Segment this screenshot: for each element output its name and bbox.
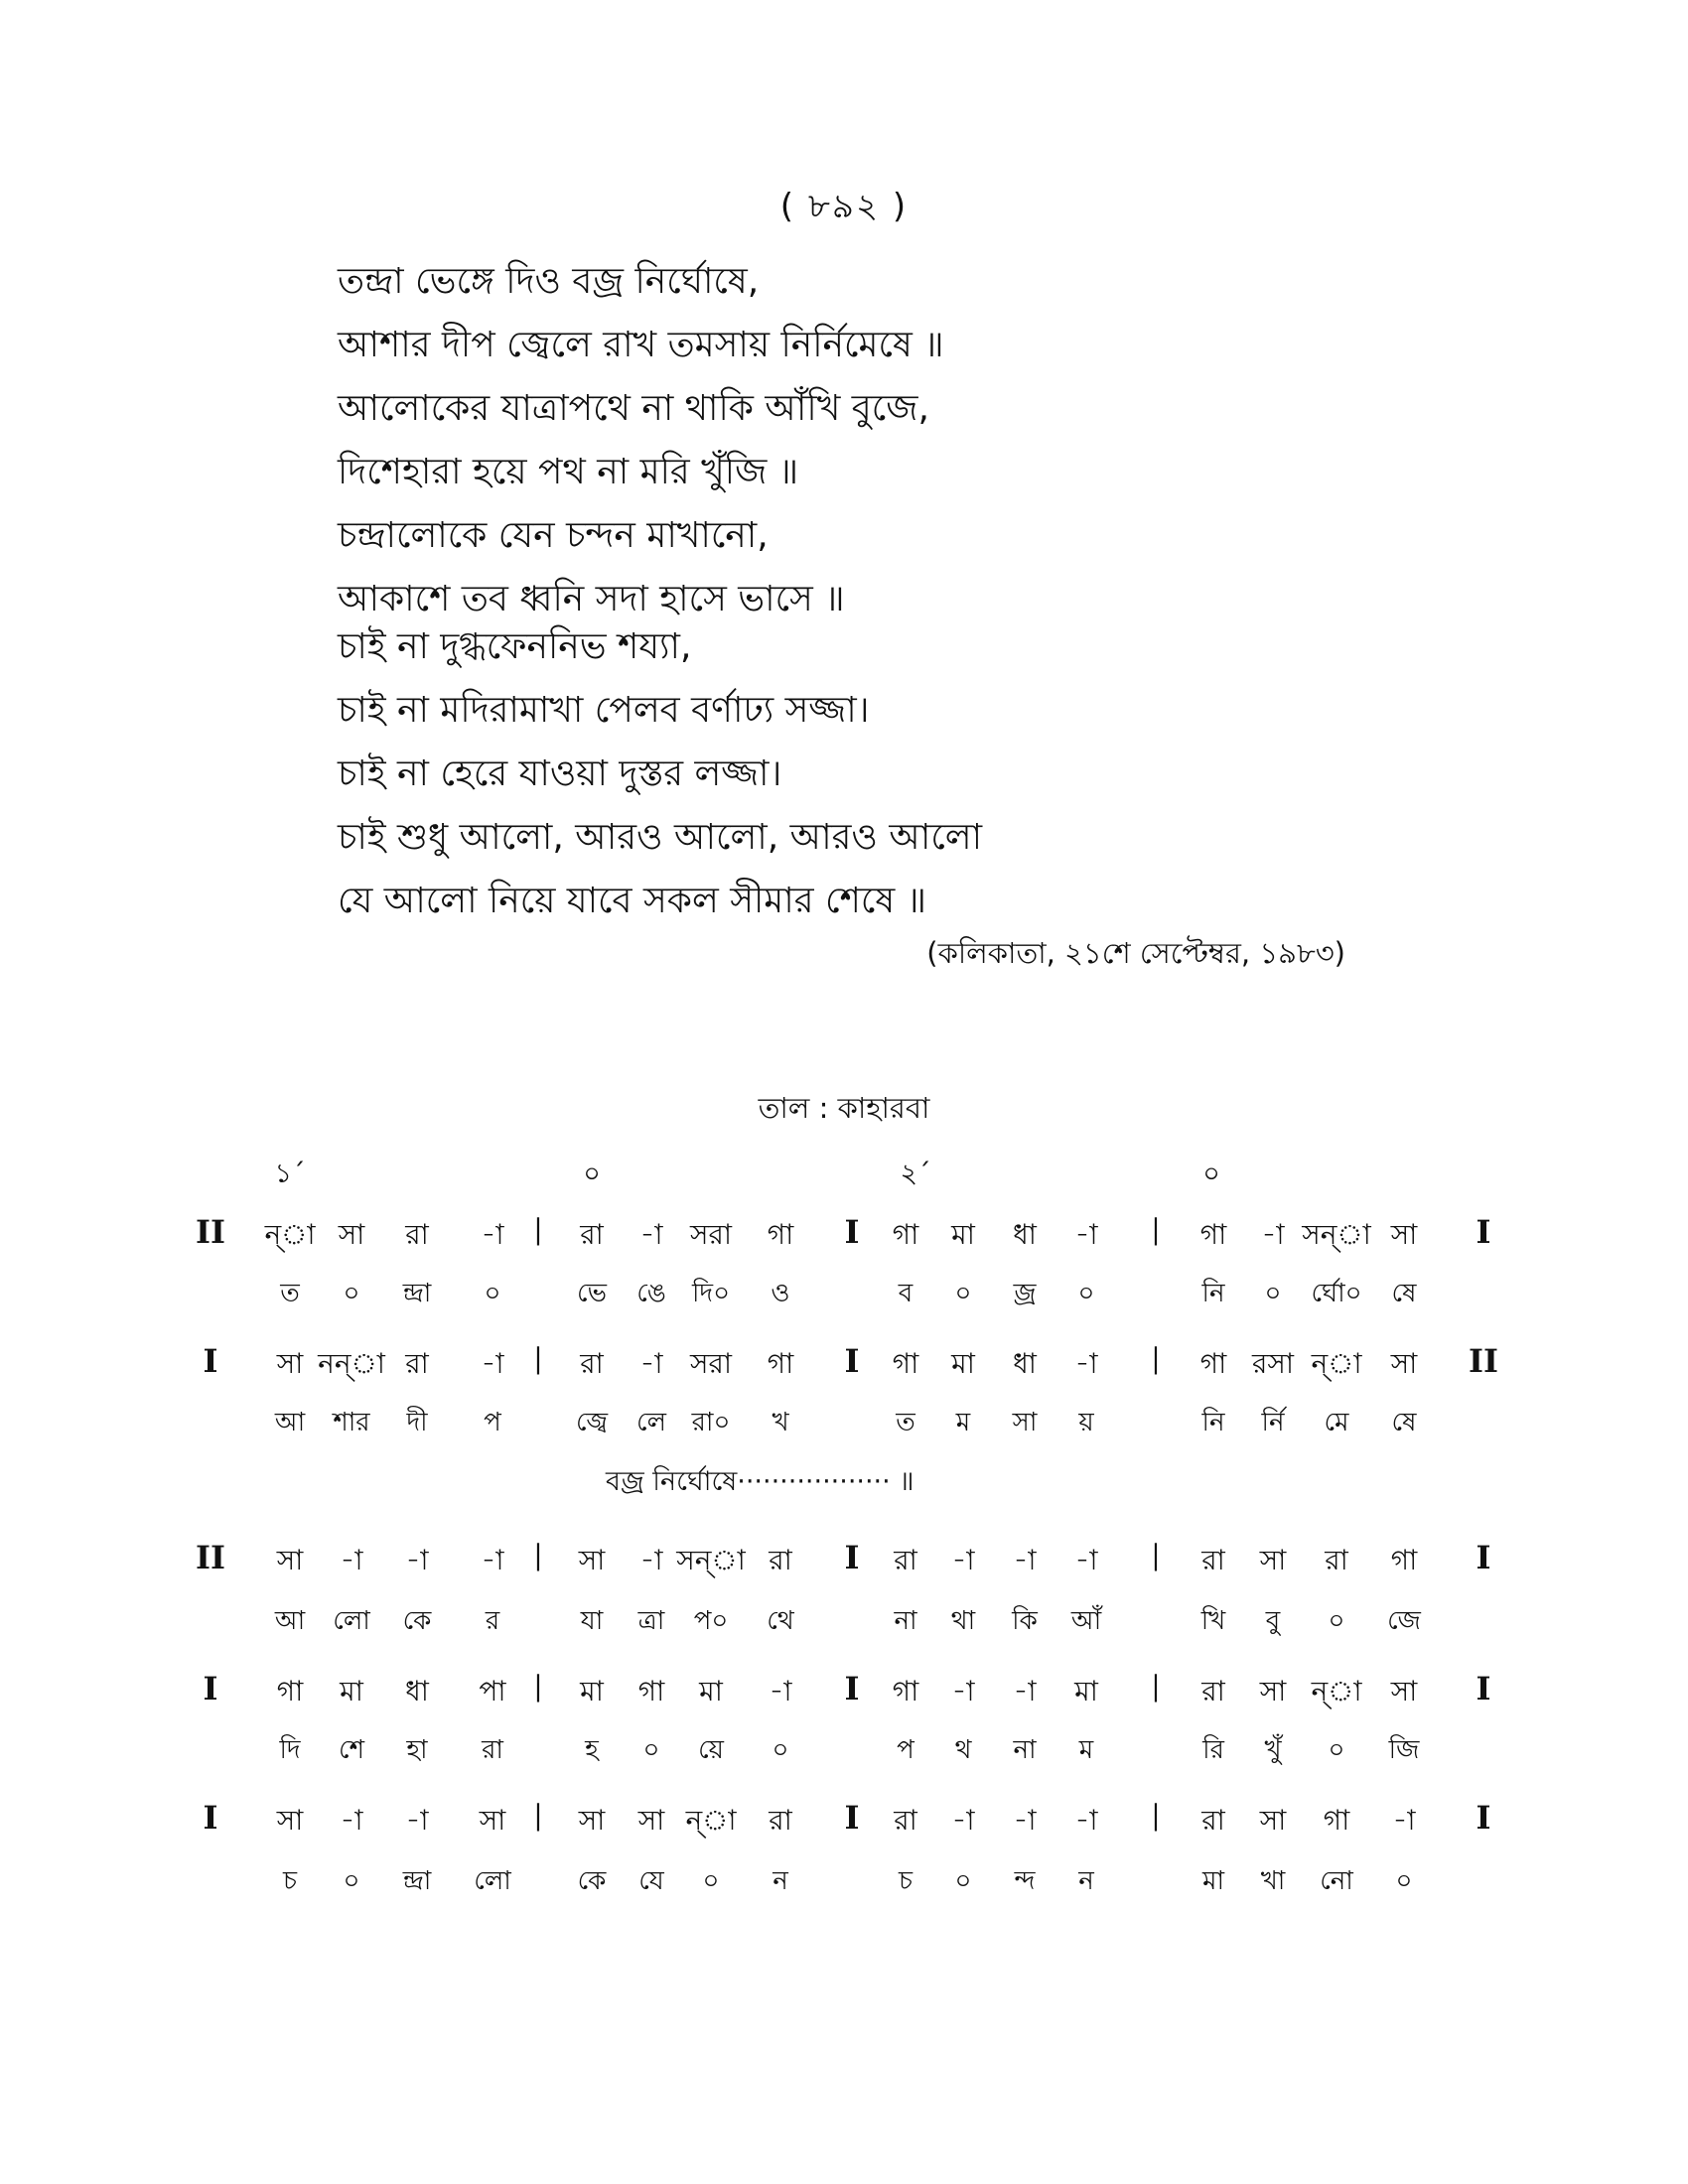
syllable: ০ [1328, 1735, 1345, 1765]
note: সা [276, 1804, 304, 1837]
bar-line-open: I [203, 1342, 218, 1380]
syllable: চ [282, 1866, 298, 1896]
syllable: নি [1201, 1279, 1225, 1308]
note: সা [1259, 1804, 1287, 1837]
lyric-line: চাই না দুগ্ধফেননিভ শয্যা, [338, 626, 692, 667]
syllable: প [897, 1735, 914, 1765]
beat-divider: I [844, 1799, 860, 1837]
beat-divider: | [1151, 1670, 1161, 1703]
syllable: দী [406, 1408, 428, 1437]
syllable: রা [482, 1735, 503, 1765]
syllable: ০ [954, 1279, 972, 1308]
note: সা [1390, 1675, 1418, 1707]
syllable: ০ [954, 1866, 972, 1896]
bar-line-open: II [196, 1539, 225, 1576]
note: গা [892, 1675, 919, 1707]
syllable: ০ [343, 1866, 360, 1896]
note: গা [276, 1675, 304, 1707]
beat-divider: | [533, 1799, 543, 1832]
note: গা [892, 1347, 919, 1380]
syllable: না [894, 1606, 917, 1636]
note: সা [479, 1804, 506, 1837]
note: ধা [405, 1675, 429, 1707]
syllable: খা [1260, 1866, 1286, 1896]
note: রা [580, 1347, 604, 1380]
beat-divider: I [844, 1213, 860, 1251]
note: -া [1013, 1804, 1037, 1837]
note: -া [769, 1675, 792, 1707]
notation-lyric-row [0, 1600, 1688, 1646]
lyric-line: দিশেহারা হয়ে পথ না মরি খুঁজি ॥ [338, 452, 799, 492]
syllable: ন [773, 1866, 788, 1896]
syllable: থ [954, 1735, 972, 1765]
syllable: আঁ [1070, 1606, 1102, 1636]
syllable: লো [333, 1606, 370, 1636]
syllable: ন্দ্রা [402, 1279, 432, 1308]
notation-row [0, 1670, 1688, 1715]
syllable: মা [1202, 1866, 1224, 1896]
note: সরা [689, 1347, 733, 1380]
syllable: ত [280, 1279, 300, 1308]
syllable: ০ [772, 1735, 789, 1765]
syllable: না [1013, 1735, 1037, 1765]
note: -া [1392, 1804, 1416, 1837]
syllable: ভে [577, 1279, 607, 1308]
note: গা [1390, 1544, 1418, 1576]
notation-lyric-row [0, 1402, 1688, 1447]
tala-marker: ১´ [274, 1159, 306, 1189]
note: ন্‌া [685, 1804, 737, 1837]
note: -া [340, 1544, 363, 1576]
note: -া [1074, 1218, 1098, 1251]
syllable: লে [636, 1408, 666, 1437]
bar-line-close: II [1469, 1342, 1498, 1380]
syllable: নি [1201, 1408, 1225, 1437]
note: সা [276, 1347, 304, 1380]
note: -া [639, 1347, 663, 1380]
note: -া [340, 1804, 363, 1837]
beat-divider: | [1151, 1342, 1161, 1375]
syllable: হ [585, 1735, 599, 1765]
note: -া [481, 1544, 504, 1576]
note: সন্‌া [1302, 1218, 1371, 1251]
page-number: ( ৮৯২ ) [779, 187, 909, 226]
note: -া [1074, 1804, 1098, 1837]
notation-row [0, 1213, 1688, 1259]
syllable: প০ [693, 1606, 729, 1636]
composition-date: (কলিকাতা, ২১শে সেপ্টেম্বর, ১৯৮৩) [926, 936, 1345, 970]
lyric-line: চাই না মদিরামাখা পেলব বর্ণাঢ্য সজ্জা। [338, 690, 870, 731]
lyrics-stanza-1 [338, 250, 1430, 631]
lyric-line: আশার দীপ জ্বেলে রাখ তমসায় নির্নিমেষে ॥ [338, 325, 944, 365]
note: রা [405, 1347, 429, 1380]
note: ন্‌া [264, 1218, 316, 1251]
note: গা [892, 1218, 919, 1251]
syllable: জ্বে [575, 1408, 609, 1437]
syllable: আ [274, 1408, 306, 1437]
syllable: কে [402, 1606, 432, 1636]
tala-marker: ০ [583, 1159, 601, 1189]
syllable: হা [406, 1735, 428, 1765]
syllable: জি [1388, 1735, 1420, 1765]
lyrics-stanza-2 [338, 615, 1430, 933]
syllable: চ [898, 1866, 914, 1896]
syllable: শে [339, 1735, 364, 1765]
beat-divider: I [844, 1539, 860, 1576]
note: সন্‌া [676, 1544, 746, 1576]
syllable: রি [1202, 1735, 1224, 1765]
syllable: ষে [1391, 1408, 1417, 1437]
syllable: সা [1012, 1408, 1038, 1437]
note: ধা [1013, 1218, 1037, 1251]
bar-line-close: I [1476, 1799, 1491, 1837]
note: রা [580, 1218, 604, 1251]
note: -া [405, 1804, 429, 1837]
note: রা [1201, 1544, 1225, 1576]
tala-heading: তাল : কাহারবা [758, 1091, 930, 1125]
lyric-line: চন্দ্রালোকে যেন চন্দন মাখানো, [338, 515, 769, 556]
note: -া [639, 1218, 663, 1251]
syllable: ঙে [636, 1279, 666, 1308]
syllable: র্নি [1261, 1408, 1285, 1437]
notation-lyric-row [0, 1273, 1688, 1318]
note: -া [951, 1804, 975, 1837]
note: -া [1013, 1544, 1037, 1576]
syllable: ন্দ্রা [402, 1866, 432, 1896]
syllable: খ [772, 1408, 789, 1437]
syllable: য় [1078, 1408, 1094, 1437]
note: রসা [1251, 1347, 1295, 1380]
syllable: আ [274, 1606, 306, 1636]
notation-row [0, 1342, 1688, 1388]
tala-marker: ২´ [900, 1159, 931, 1189]
lyric-line: তন্দ্রা ভেঙ্গে দিও বজ্র নির্ঘোষে, [338, 261, 760, 302]
note: -া [639, 1544, 663, 1576]
note: -া [1074, 1347, 1098, 1380]
syllable: নো [1320, 1866, 1353, 1896]
note: -া [405, 1544, 429, 1576]
syllable: কে [577, 1866, 607, 1896]
syllable: ০ [702, 1866, 720, 1896]
syllable: র্ঘো০ [1311, 1279, 1362, 1308]
note: রা [769, 1544, 792, 1576]
syllable: ম [1078, 1735, 1094, 1765]
notation-lyric-row [0, 1860, 1688, 1906]
beat-divider: | [533, 1342, 543, 1375]
syllable: শার [333, 1408, 370, 1437]
note: গা [767, 1347, 794, 1380]
note: ধা [1013, 1347, 1037, 1380]
note: গা [1199, 1347, 1227, 1380]
bar-line-close: I [1476, 1539, 1491, 1576]
note: সা [578, 1544, 606, 1576]
note: সা [578, 1804, 606, 1837]
syllable: যা [580, 1606, 604, 1636]
syllable: জে [1387, 1606, 1421, 1636]
note: রা [1325, 1544, 1348, 1576]
bar-line-open: I [203, 1799, 218, 1837]
note: মা [1074, 1675, 1098, 1707]
syllable: লো [474, 1866, 511, 1896]
syllable: জ্র [1013, 1279, 1037, 1308]
note: পা [479, 1675, 506, 1707]
beat-divider: | [533, 1539, 543, 1571]
beat-divider: | [1151, 1213, 1161, 1246]
note: রা [894, 1544, 917, 1576]
note: গা [637, 1675, 665, 1707]
note: মা [580, 1675, 604, 1707]
repeat-annotation: বজ্র নির্ঘোষে·················· ॥ [606, 1466, 914, 1497]
beat-divider: | [1151, 1539, 1161, 1571]
syllable: প [484, 1408, 501, 1437]
syllable: খুঁ [1264, 1735, 1282, 1765]
tala-marker: ০ [1202, 1159, 1220, 1189]
note: মা [951, 1347, 975, 1380]
notation-row [0, 1799, 1688, 1844]
syllable: ব [898, 1279, 914, 1308]
syllable: ন [1078, 1866, 1094, 1896]
note: সরা [689, 1218, 733, 1251]
note: রা [1201, 1675, 1225, 1707]
syllable: কি [1012, 1606, 1038, 1636]
note: সা [1259, 1675, 1287, 1707]
syllable: ষে [1391, 1279, 1417, 1308]
note: রা [1201, 1804, 1225, 1837]
syllable: ০ [1264, 1279, 1282, 1308]
note: গা [1323, 1804, 1350, 1837]
syllable: ০ [1328, 1606, 1345, 1636]
beat-divider: I [844, 1342, 860, 1380]
note: রা [769, 1804, 792, 1837]
note: রা [894, 1804, 917, 1837]
bar-line-open: II [196, 1213, 225, 1251]
syllable: ০ [1395, 1866, 1413, 1896]
syllable: য়ে [698, 1735, 724, 1765]
syllable: ম [955, 1408, 971, 1437]
lyric-line: আকাশে তব ধ্বনি সদা হাসে ভাসে ॥ [338, 579, 845, 619]
note: -া [481, 1218, 504, 1251]
note: -া [951, 1675, 975, 1707]
note: গা [767, 1218, 794, 1251]
note: গা [1199, 1218, 1227, 1251]
lyric-line: যে আলো নিয়ে যাবে সকল সীমার শেষে ॥ [338, 881, 926, 921]
note: -া [481, 1347, 504, 1380]
note: -া [1074, 1544, 1098, 1576]
note: -া [1261, 1218, 1285, 1251]
note: সা [1390, 1347, 1418, 1380]
syllable: মে [1324, 1408, 1349, 1437]
beat-divider: | [1151, 1799, 1161, 1832]
note: -া [951, 1544, 975, 1576]
note: সা [1390, 1218, 1418, 1251]
note: মা [340, 1675, 363, 1707]
note: মা [951, 1218, 975, 1251]
beat-divider: | [533, 1670, 543, 1703]
syllable: ন্দ [1014, 1866, 1036, 1896]
syllable: র [485, 1606, 500, 1636]
note: -া [1013, 1675, 1037, 1707]
syllable: ০ [1077, 1279, 1095, 1308]
syllable: খি [1200, 1606, 1226, 1636]
syllable: থা [950, 1606, 976, 1636]
note: সা [1259, 1544, 1287, 1576]
syllable: দি [279, 1735, 301, 1765]
lyric-line: চাই শুধু আলো, আরও আলো, আরও আলো [338, 817, 983, 858]
beat-divider: I [844, 1670, 860, 1707]
note: সা [276, 1544, 304, 1576]
note: সা [637, 1804, 665, 1837]
note: ন্‌া [1311, 1675, 1362, 1707]
syllable: দি০ [691, 1279, 731, 1308]
bar-line-close: I [1476, 1670, 1491, 1707]
lyric-line: আলোকের যাত্রাপথে না থাকি আঁখি বুজে, [338, 388, 929, 429]
syllable: ০ [343, 1279, 360, 1308]
syllable: ০ [642, 1735, 660, 1765]
note: সা [338, 1218, 365, 1251]
notation-row [0, 1539, 1688, 1584]
syllable: ও [771, 1279, 790, 1308]
note: রা [405, 1218, 429, 1251]
lyric-line: চাই না হেরে যাওয়া দুস্তর লজ্জা। [338, 753, 782, 794]
syllable: বু [1265, 1606, 1281, 1636]
syllable: থে [767, 1606, 794, 1636]
syllable: যে [638, 1866, 664, 1896]
bar-line-close: I [1476, 1213, 1491, 1251]
beat-divider: | [533, 1213, 543, 1246]
note: মা [699, 1675, 723, 1707]
syllable: ত [896, 1408, 915, 1437]
syllable: ০ [484, 1279, 501, 1308]
notation-lyric-row [0, 1729, 1688, 1775]
syllable: ত্রা [637, 1606, 665, 1636]
syllable: রা০ [691, 1408, 731, 1437]
note: ন্‌া [1311, 1347, 1362, 1380]
note: নন্‌া [318, 1347, 385, 1380]
bar-line-open: I [203, 1670, 218, 1707]
